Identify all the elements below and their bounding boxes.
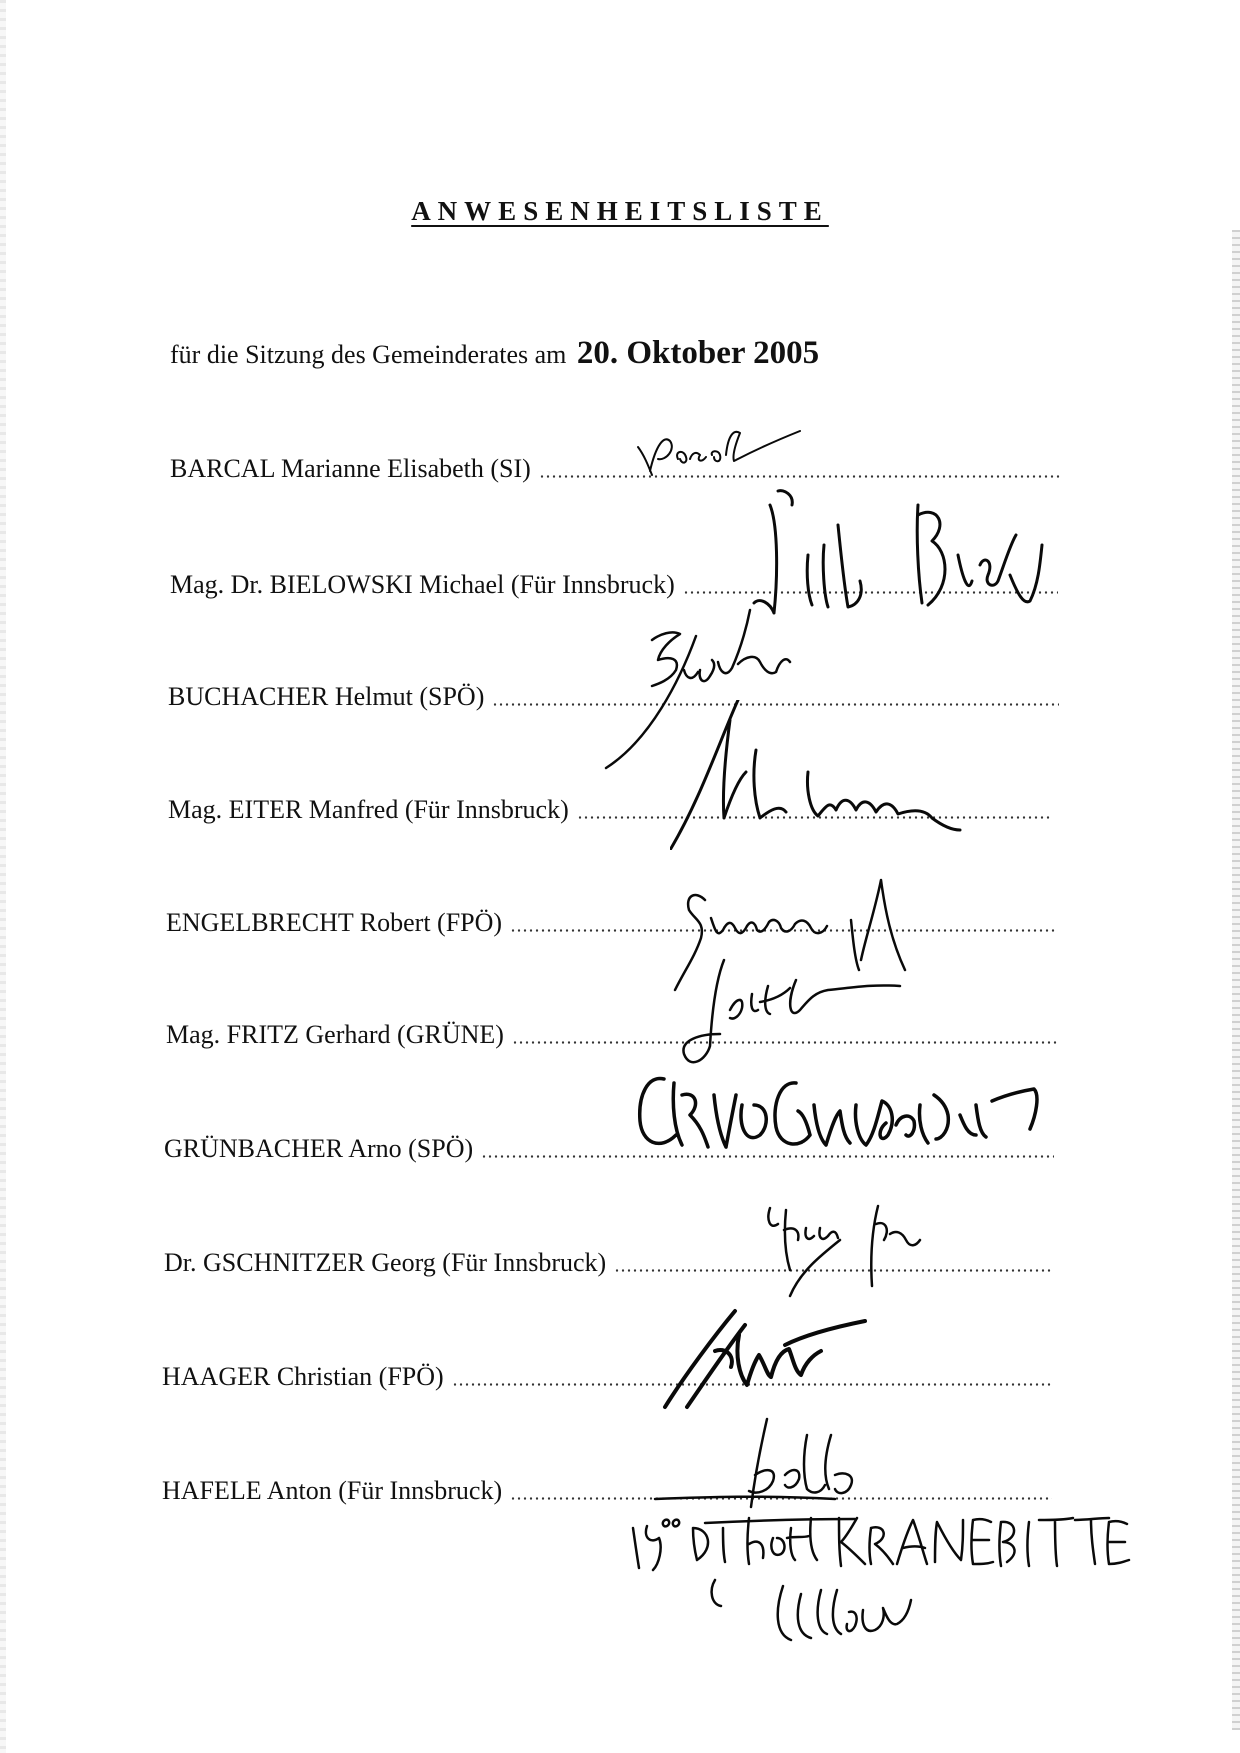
attendee-row-hafele xyxy=(162,1476,1052,1506)
attendee-row-fritz xyxy=(166,1020,1057,1050)
attendee-row-eiter xyxy=(168,795,1051,825)
session-line xyxy=(170,335,819,372)
signature-line xyxy=(614,1269,1052,1272)
session-date: 20. Oktober 2005 xyxy=(576,335,820,371)
attendee-name: Dr. GSCHNITZER Georg (Für Innsbruck) xyxy=(164,1248,607,1277)
handwritten-initials xyxy=(765,1580,925,1650)
attendee-name: HAFELE Anton (Für Innsbruck) xyxy=(162,1476,503,1505)
handwritten-note xyxy=(625,1508,1135,1608)
signature-hafele xyxy=(645,1415,915,1530)
signature-line xyxy=(683,591,1058,594)
signature-line xyxy=(452,1383,1052,1386)
attendee-name: BARCAL Marianne Elisabeth (SI) xyxy=(170,454,531,483)
attendee-row-engelbrecht xyxy=(166,908,1057,938)
scan-edge-left xyxy=(0,0,6,1753)
attendee-row-bielowski xyxy=(170,570,1058,600)
signature-line xyxy=(492,703,1059,706)
attendee-row-barcal xyxy=(170,454,1062,484)
signature-line xyxy=(510,929,1057,932)
attendee-row-haager xyxy=(162,1362,1052,1392)
signature-line xyxy=(481,1155,1054,1158)
signature-line xyxy=(510,1497,1052,1500)
session-text: für die Sitzung des Gemeinderates am xyxy=(170,340,567,369)
signature-line xyxy=(512,1041,1057,1044)
scan-edge-right xyxy=(1232,230,1240,1730)
attendee-name: Mag. Dr. BIELOWSKI Michael (Für Innsbruck) xyxy=(170,570,675,599)
attendee-name: Mag. FRITZ Gerhard (GRÜNE) xyxy=(166,1020,504,1049)
attendee-name: GRÜNBACHER Arno (SPÖ) xyxy=(164,1134,474,1163)
document-title: ANWESENHEITSLISTE xyxy=(411,196,829,226)
attendee-row-buchacher xyxy=(168,682,1059,712)
attendee-name: ENGELBRECHT Robert (FPÖ) xyxy=(166,908,503,937)
attendee-name: BUCHACHER Helmut (SPÖ) xyxy=(168,682,485,711)
attendee-row-gruenbacher xyxy=(164,1134,1054,1164)
signature-fritz xyxy=(660,950,910,1080)
attendee-name: Mag. EITER Manfred (Für Innsbruck) xyxy=(168,795,569,824)
signature-haager xyxy=(655,1295,885,1415)
signature-eiter xyxy=(670,700,1010,850)
attendee-name: HAAGER Christian (FPÖ) xyxy=(162,1362,444,1391)
signature-line xyxy=(539,475,1062,478)
signature-line xyxy=(577,816,1051,819)
attendee-row-gschnitzer xyxy=(164,1248,1052,1278)
